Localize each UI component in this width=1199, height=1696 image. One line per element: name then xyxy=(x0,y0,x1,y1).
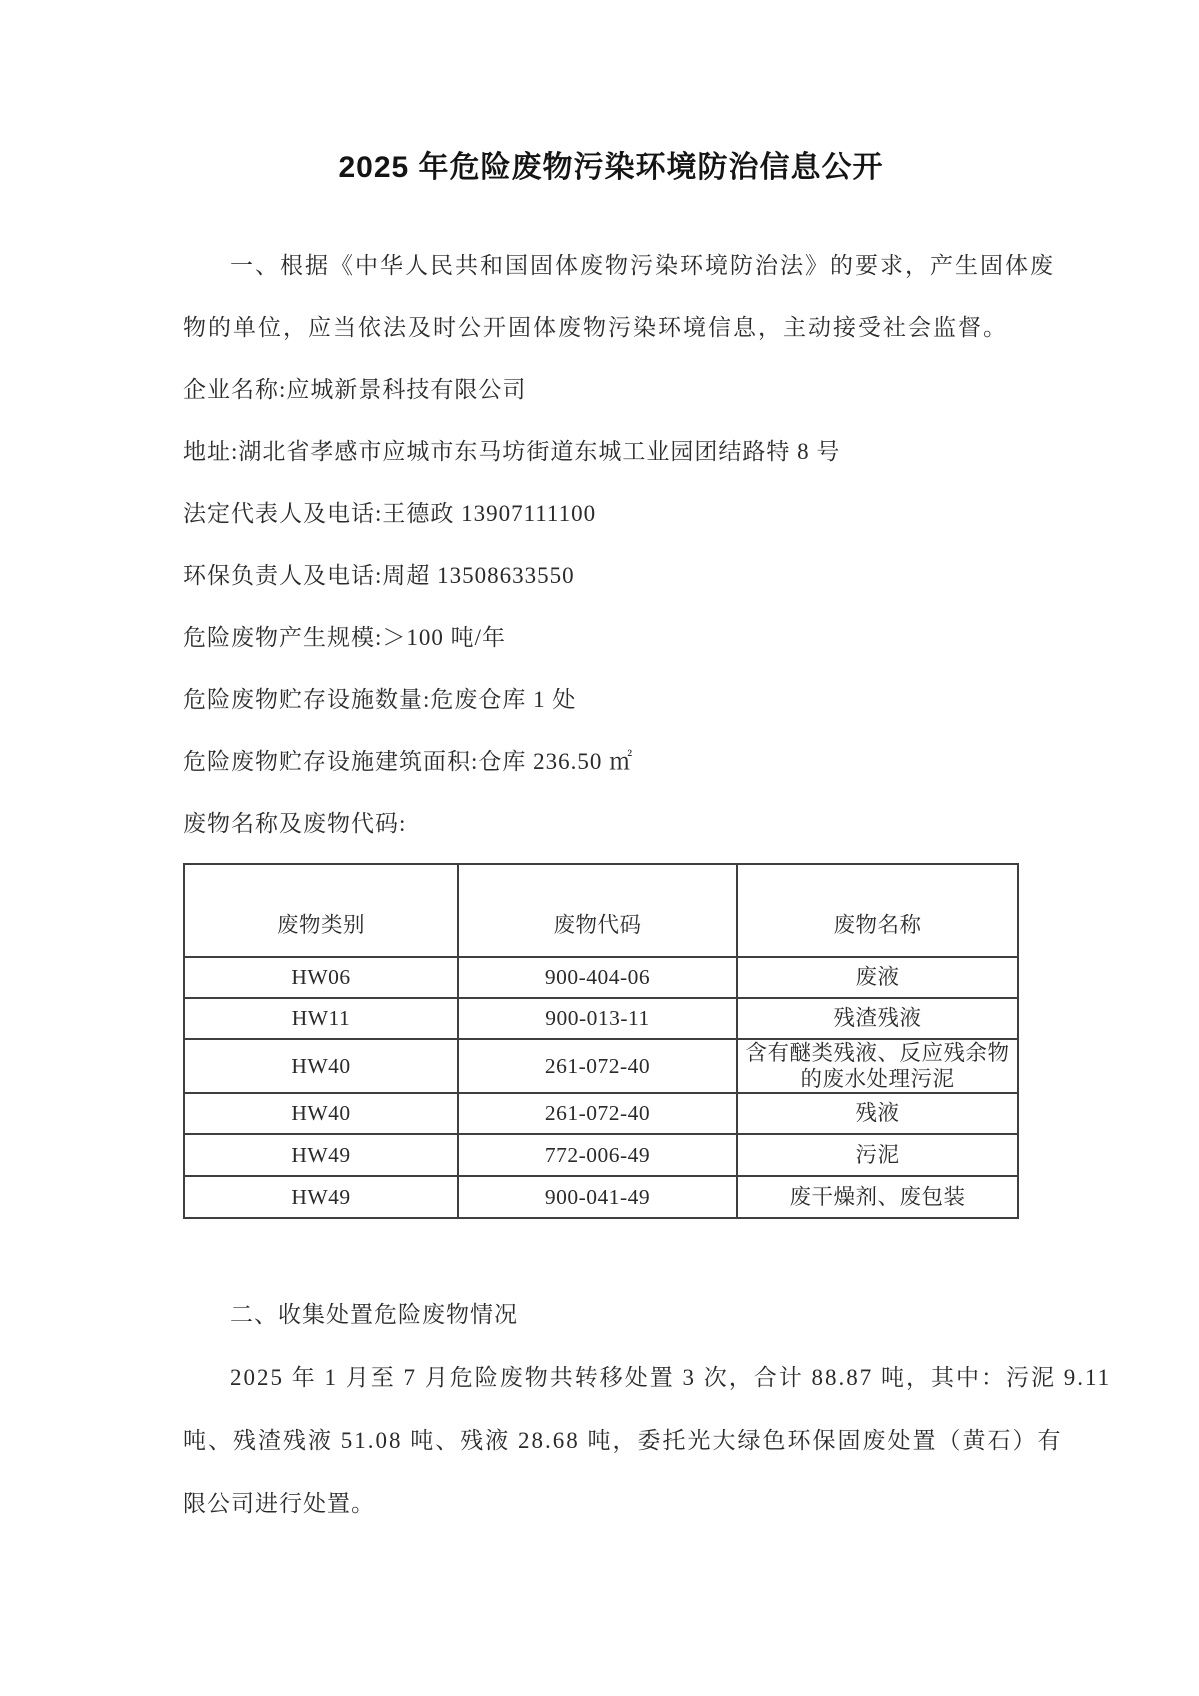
section-2 xyxy=(183,1283,1112,1535)
cell-waste-name: 含有醚类残液、反应残余物的废水处理污泥 xyxy=(737,1039,1018,1093)
section-2-line-2: 吨、残渣残液 51.08 吨、残液 28.68 吨，委托光大绿色环保固废处置（黄石）有 xyxy=(183,1428,1063,1453)
cell-waste-name: 污泥 xyxy=(737,1134,1018,1176)
cell-waste-code: 900-041-49 xyxy=(458,1176,737,1218)
document-title: 2025 年危险废物污染环境防治信息公开 xyxy=(338,151,884,184)
info-line-env-officer: 环保负责人及电话:周超 13508633550 xyxy=(183,563,575,588)
cell-waste-code: 900-013-11 xyxy=(458,998,737,1039)
cell-waste-code: 261-072-40 xyxy=(458,1093,737,1134)
cell-waste-code: 261-072-40 xyxy=(458,1039,737,1093)
info-line-company-name: 企业名称:应城新景科技有限公司 xyxy=(183,377,527,402)
document-body xyxy=(183,235,1055,855)
table-row xyxy=(184,1039,1018,1093)
table-caption: 废物名称及废物代码: xyxy=(183,811,407,836)
table-row xyxy=(184,1093,1018,1134)
table-row xyxy=(184,1176,1018,1218)
cell-waste-name: 废液 xyxy=(737,957,1018,998)
section-2-heading: 二、收集处置危险废物情况 xyxy=(230,1302,518,1327)
table-header-row xyxy=(184,864,1018,957)
cell-waste-category: HW40 xyxy=(184,1039,458,1093)
intro-line-1: 一、根据《中华人民共和国固体废物污染环境防治法》的要求，产生固体废 xyxy=(230,253,1055,278)
info-line-storage-facility-area: 危险废物贮存设施建筑面积:仓库 236.50 ㎡ xyxy=(183,749,634,774)
table-row xyxy=(184,957,1018,998)
cell-waste-name: 残渣残液 xyxy=(737,998,1018,1039)
header-waste-category: 废物类别 xyxy=(184,864,458,957)
info-line-legal-representative: 法定代表人及电话:王德政 13907111100 xyxy=(183,501,597,526)
cell-waste-code: 772-006-49 xyxy=(458,1134,737,1176)
info-line-production-scale: 危险废物产生规模:＞100 吨/年 xyxy=(183,625,507,650)
header-waste-name: 废物名称 xyxy=(737,864,1018,957)
table-row xyxy=(184,1134,1018,1176)
intro-line-2: 物的单位，应当依法及时公开固体废物污染环境信息，主动接受社会监督。 xyxy=(183,315,1008,340)
cell-waste-category: HW11 xyxy=(184,998,458,1039)
cell-waste-name: 废干燥剂、废包装 xyxy=(737,1176,1018,1218)
waste-code-table xyxy=(183,863,1019,1219)
table-row xyxy=(184,998,1018,1039)
cell-waste-name: 残液 xyxy=(737,1093,1018,1134)
info-line-address: 地址:湖北省孝感市应城市东马坊街道东城工业园团结路特 8 号 xyxy=(183,439,841,464)
header-waste-code: 废物代码 xyxy=(458,864,737,957)
cell-waste-category: HW49 xyxy=(184,1176,458,1218)
cell-waste-category: HW06 xyxy=(184,957,458,998)
info-line-storage-facility-count: 危险废物贮存设施数量:危废仓库 1 处 xyxy=(183,687,577,712)
cell-waste-category: HW49 xyxy=(184,1134,458,1176)
section-2-line-1: 2025 年 1 月至 7 月危险废物共转移处置 3 次，合计 88.87 吨，其中：污泥 9.11 xyxy=(230,1365,1112,1390)
section-2-line-3: 限公司进行处置。 xyxy=(183,1491,375,1516)
cell-waste-category: HW40 xyxy=(184,1093,458,1134)
cell-waste-code: 900-404-06 xyxy=(458,957,737,998)
